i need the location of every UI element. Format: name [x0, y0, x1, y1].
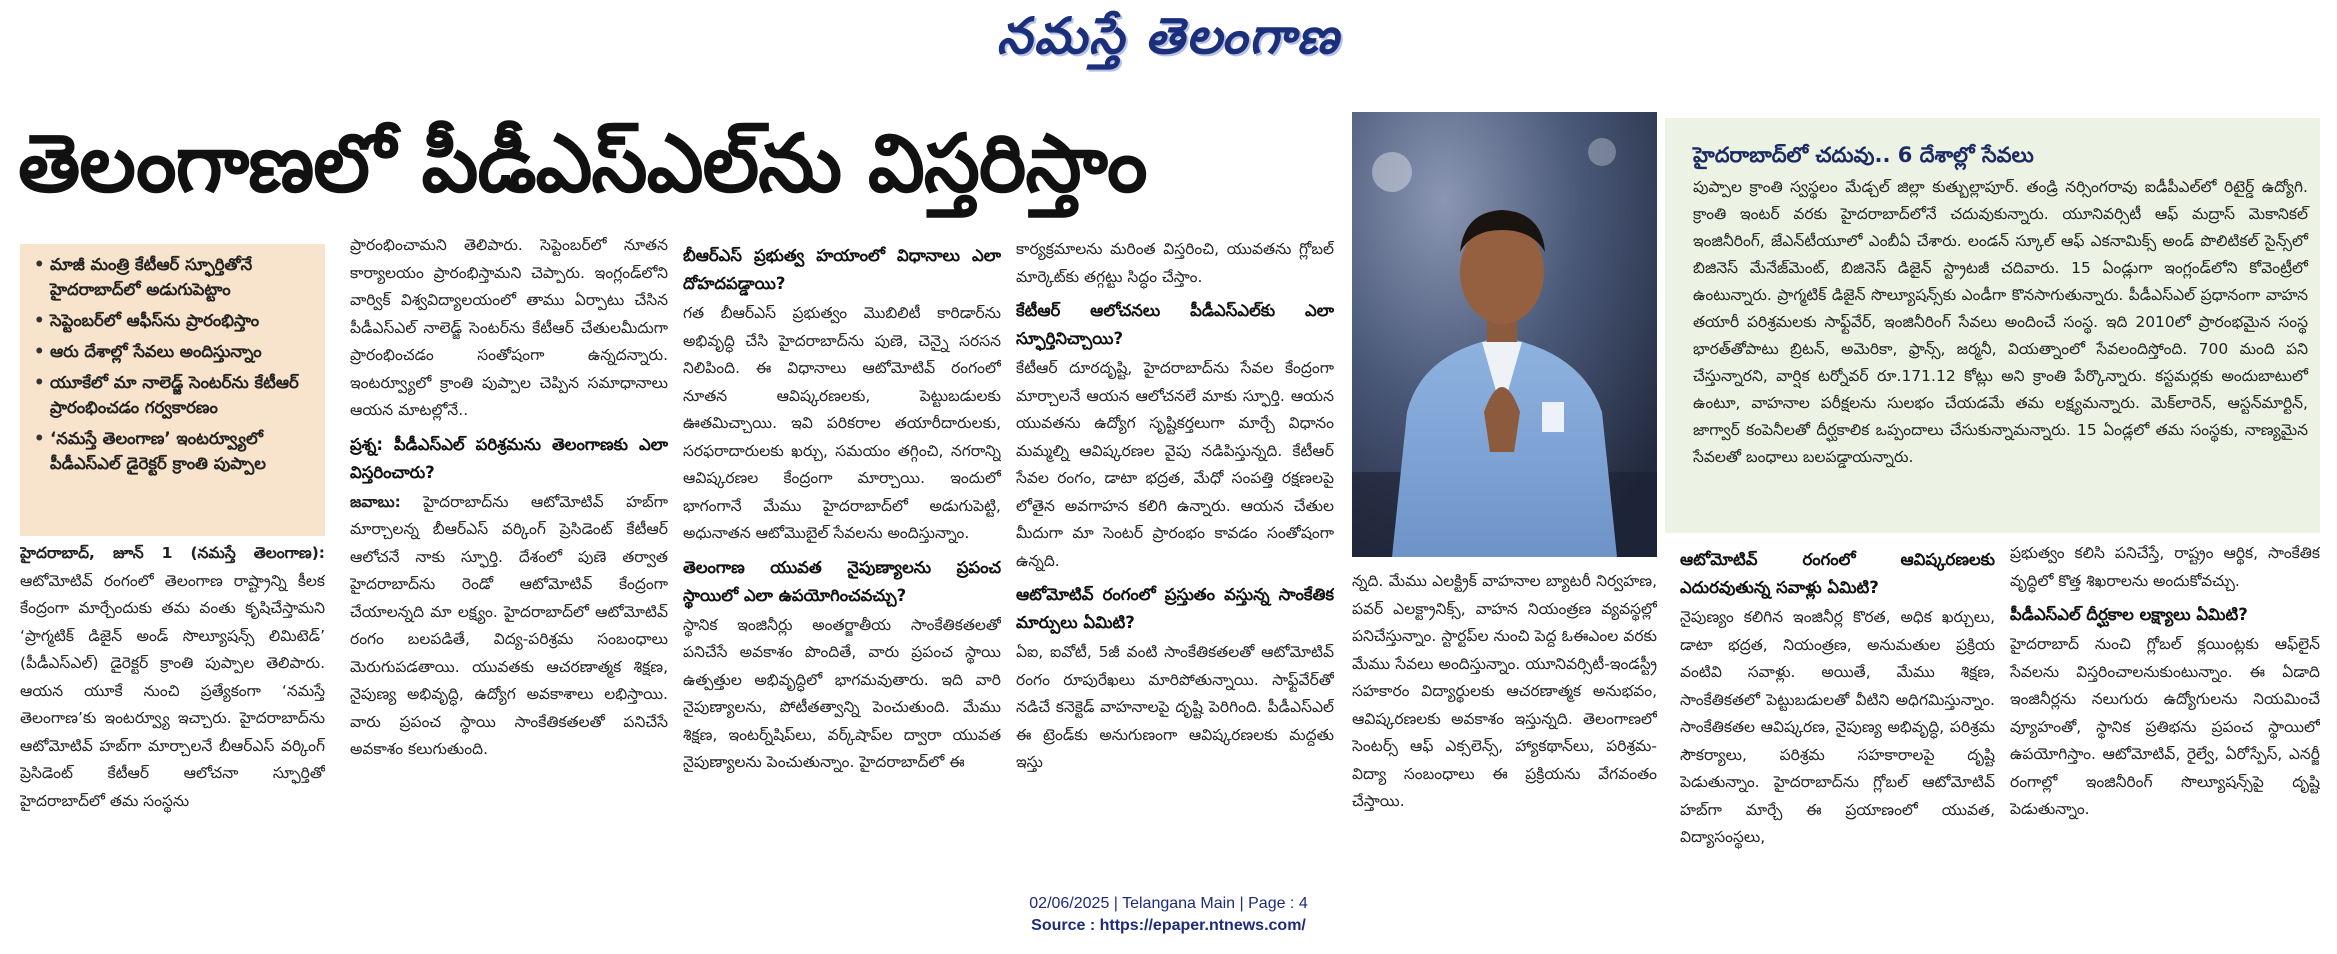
highlight-item: • యూకేలో మా నాలెడ్జ్ సెంటర్‌ను కేటీఆర్ ప్రారంభించడం గర్వకారణం: [34, 370, 317, 420]
column-text: ప్రభుత్వం కలిసి పనిచేస్తే, రాష్ట్రం ఆర్థిక, సాంకేతిక వృద్ధిలో కొత్త శిఖరాలను అందుకోవచ్చు.: [2010, 544, 2320, 590]
article-column-2: [350, 232, 668, 852]
dateline: హైదరాబాద్, జూన్ 1 (నమస్తే తెలంగాణ):: [20, 544, 325, 562]
portrait-photo: [1352, 112, 1657, 557]
question-heading: తెలంగాణ యువత నైపుణ్యాలను ప్రపంచ స్థాయిలో ఎలా ఉపయోగించవచ్చు?: [683, 557, 1001, 605]
column-text: ఏఐ, ఐవోటీ, 5జీ వంటి సాంకేతికతలతో ఆటోమోటివ్ రంగం రూపురేఖలు మారిపోతున్నాయి. సాఫ్ట్‌వేర్‌తో నడిచే కనెక్టెడ్ వాహనాలపై దృష్టి పెరిగింది. పీడీఎస్‌ఎల్ ఈ ట్రెండ్‌కు అనుగుణంగా ఆవిష్కరణలకు మద్దతు ఇస్తు: [1016, 643, 1334, 771]
highlight-item: • ‘నమస్తే తెలంగాణ’ ఇంటర్వ్యూలో పీడీఎస్‌ఎల్ డైరెక్టర్ క్రాంతి పుప్పాల: [34, 426, 317, 476]
footer: [0, 893, 2337, 937]
profile-sidebar: [1665, 118, 2320, 533]
edition-info: 02/06/2025 | Telangana Main | Page : 4: [1029, 895, 1308, 912]
masthead-logo: నమస్తే తెలంగాణ: [996, 6, 1341, 65]
question-heading: పీడీఎస్‌ఎల్ దీర్ఘకాల లక్ష్యాలు ఏమిటి?: [2010, 605, 2248, 624]
question-heading: బీఆర్‌ఎస్ ప్రభుత్వ హయాంలో విధానాలు ఎలా దోహదపడ్డాయి?: [683, 246, 1001, 293]
article-column-1: [20, 540, 325, 850]
column-text: గత బీఆర్‌ఎస్ ప్రభుత్వం మొబిలిటీ కారిడార్‌ను అభివృద్ధి చేసి హైదరాబాద్‌ను పుణె, చెన్నై సరసన నిలిపింది. ఈ విధానాలు ఆటోమోటివ్ రంగంలో నూతన ఆవిష్కరణలకు, పెట్టుబడులకు ఊతమిచ్చాయి. ఇవి పరికరాల తయారీదారులకు, సరఫరాదారులకు ఖర్చు, సమయం తగ్గించి, నగరాన్ని ఆవిష్కరణల కేంద్రంగా మార్చాయి. ఇందులో భాగంగానే మేము హైదరాబాద్‌లో అడుగుపెట్టి, అధునాతన ఆటోమొబైల్ సేవలను అందిస్తున్నాం.: [683, 304, 1001, 542]
column-text: కార్యక్రమాలను మరింత విస్తరించి, యువతను గ్లోబల్ మార్కెట్‌కు తగ్గట్టు సిద్ధం చేస్తాం.: [1016, 240, 1334, 286]
column-text: నైపుణ్యం కలిగిన ఇంజినీర్ల కొరత, అధిక ఖర్చులు, డాటా భద్రత, నియంత్రణ, అనుమతుల ప్రక్రియ వంటివి సవాళ్లు. అయితే, మేము శిక్షణ, సాంకేతికతలో పెట్టుబడులతో వీటిని అధిగమిస్తున్నాం. సాంకేతికతల ఆవిష్కరణ, నైపుణ్య అభివృద్ధి, పరిశ్రమ సౌకర్యాలు, పరిశ్రమ సహకారాలపై దృష్టి పెడుతున్నాం. హైదరాబాద్‌ను గ్లోబల్ ఆటోమోటివ్ హబ్‌గా మార్చే ఈ ప్రయాణంలో యువత, విద్యాసంస్థలు,: [1680, 608, 1995, 846]
column-text: ప్రారంభించామని తెలిపారు. సెప్టెంబర్‌లో నూతన కార్యాలయం ప్రారంభిస్తామని చెప్పారు. ఇంగ్లండ్‌లోని వార్విక్ విశ్వవిద్యాలయంలో తాము ఏర్పాటు చేసిన పీడీఎస్‌ఎల్ నాలెడ్జ్ సెంటర్‌ను కేటీఆర్ చేతులమీదుగా ప్రారంభించడం సంతోషంగా ఉన్నదన్నారు. ఇంటర్వ్యూలో క్రాంతి పుప్పాల చెప్పిన సమాధానాలు ఆయన మాటల్లోనే..: [350, 236, 668, 419]
highlight-item: • ఆరు దేశాల్లో సేవలు అందిస్తున్నాం: [34, 339, 317, 364]
column-text: హైదరాబాద్ నుంచి గ్లోబల్ క్లయింట్లకు ఆఫ్‌లైన్ సేవలను విస్తరించాలనుకుంటున్నాం. ఈ ఏడాది ఇంజినీర్లను నలుగురు ఉద్యోగులను నియమించే వ్యూహంతో, స్థానిక ప్రతిభను ప్రపంచ స్థాయిలో ఉపయోగిస్తాం. ఆటోమోటివ్, రైల్వే, ఏరోస్పేస్, ఎనర్జీ రంగాల్లో ఇంజినీరింగ్ సొల్యూషన్స్‌పై దృష్టి పెడుతున్నాం.: [2010, 635, 2320, 818]
question-heading: ఆటోమోటివ్ రంగంలో ప్రస్తుతం వస్తున్న సాంకేతిక మార్పులు ఏమిటి?: [1016, 585, 1334, 632]
article-column-3: [683, 236, 1001, 852]
question-heading: ప్రశ్న: పీడీఎస్‌ఎల్ పరిశ్రమను తెలంగాణకు ఎలా విస్తరించారు?: [350, 434, 668, 482]
source-link[interactable]: Source : https://epaper.ntnews.com/: [1031, 917, 1306, 934]
answer-label: జవాబు:: [350, 492, 401, 511]
column-text: ఆటోమోటివ్ రంగంలో తెలంగాణ రాష్ట్రాన్ని కీలక కేంద్రంగా మార్చేందుకు తమ వంతు కృషిచేస్తామని ‘ప్రాగ్మటిక్ డిజైన్ అండ్ సొల్యూషన్స్ లిమిటెడ్’ (పీడీఎస్‌ఎల్) డైరెక్టర్ క్రాంతి పుప్పాల తెలిపారు. ఆయన యూకే నుంచి ప్రత్యేకంగా ‘నమస్తే తెలంగాణ’కు ఇంటర్వ్యూ ఇచ్చారు. హైదరాబాద్‌ను ఆటోమోటివ్ హబ్‌గా మార్చాలనే బీఆర్‌ఎస్ వర్కింగ్ ప్రెసిడెంట్ కేటీఆర్ ఆలోచనా స్ఫూర్తితో హైదరాబాద్‌లో తమ సంస్థను: [20, 571, 325, 810]
portrait-illustration: [1352, 112, 1657, 557]
headline: తెలంగాణలో పీడీఎస్‌ఎల్‌ను విస్తరిస్తాం: [18, 117, 1147, 210]
article-column-5: [1352, 568, 1657, 852]
highlights-box: [20, 244, 325, 536]
article-column-4: [1016, 236, 1334, 852]
highlight-item: • మాజీ మంత్రి కేటీఆర్ స్ఫూర్తితోనే హైదరాబాద్‌లో అడుగుపెట్టాం: [34, 252, 317, 302]
column-text: న్నది. మేము ఎలక్ట్రిక్ వాహనాల బ్యాటరీ నిర్వహణ, పవర్ ఎలక్ట్రానిక్స్, వాహన నియంత్రణ వ్యవస్థల్లో పనిచేస్తున్నాం. స్టార్టప్‌ల నుంచి పెద్ద ఓఈఎంల వరకు మేము సేవలు అందిస్తున్నాం. యూనివర్సిటీ-ఇండస్ట్రీ సహకారం విద్యార్థులకు ఆచరణాత్మక అనుభవం, ఆవిష్కరణలకు అవకాశం ఇస్తున్నది. తెలంగాణలో సెంటర్స్ ఆఫ్ ఎక్సలెన్స్, హ్యాకథాన్‌లు, పరిశ్రమ-విద్యా సంబంధాలు ఈ ప్రక్రియను వేగవంతం చేస్తాయి.: [1352, 572, 1657, 810]
column-text: హైదరాబాద్‌ను ఆటోమోటివ్ హబ్‌గా మార్చాలన్న బీఆర్‌ఎస్ వర్కింగ్ ప్రెసిడెంట్ కేటీఆర్ ఆలోచనే నాకు స్ఫూర్తి. దేశంలో పుణె తర్వాత హైదరాబాద్‌ను రెండో ఆటోమోటివ్ కేంద్రంగా చేయాలన్నది మా లక్ష్యం. హైదరాబాద్‌లో ఆటోమోటివ్ రంగం బలపడితే, విద్య-పరిశ్రమ సంబంధాలు మెరుగుపడతాయి. యువతకు ఆచరణాత్మక శిక్షణ, నైపుణ్య అభివృద్ధి, ఉద్యోగ అవకాశాలు లభిస్తాయి. వారు ప్రపంచ స్థాయి సాంకేతికతలతో పనిచేసే అవకాశం కలుగుతుంది.: [350, 492, 668, 758]
highlight-item: • సెప్టెంబర్‌లో ఆఫీస్‌ను ప్రారంభిస్తాం: [34, 308, 317, 333]
article-column-6: [1680, 540, 1995, 852]
column-text: స్థానిక ఇంజినీర్లు అంతర్జాతీయ సాంకేతికతలతో పనిచేసే అవకాశం పొందితే, వారు ప్రపంచ స్థాయి ఉత్పత్తుల అభివృద్ధిలో భాగమవుతారు. ఇది వారి నైపుణ్యాలను, పోటీతత్వాన్ని పెంచుతుంది. మేము శిక్షణ, ఇంటర్న్‌షిప్‌లు, వర్క్‌షాప్‌ల ద్వారా యువత నైపుణ్యాలను పెంచుతున్నాం. హైదరాబాద్‌లో ఈ: [683, 615, 1001, 771]
sidebar-title: హైదరాబాద్‌లో చదువు.. 6 దేశాల్లో సేవలు: [1693, 143, 2034, 167]
question-heading: కేటీఆర్ ఆలోచనలు పీడీఎస్‌ఎల్‌కు ఎలా స్ఫూర్తినిచ్చాయి?: [1016, 301, 1334, 348]
column-text: కేటీఆర్ దూరదృష్టి, హైదరాబాద్‌ను సేవల కేంద్రంగా మార్చాలనే ఆయన ఆలోచనలే మాకు స్ఫూర్తి. ఆయన యువతను ఉద్యోగ సృష్టికర్తలుగా మార్చే విధానం మమ్మల్ని ఆవిష్కరణల వైపు నడిపిస్తున్నది. కేటీఆర్ సేవల రంగం, డాటా భద్రత, మేధో సంపత్తి రక్షణలపై లోతైన అవగాహన కలిగి ఉన్నారు. ఆయన చేతుల మీదుగా మా సెంటర్ ప్రారంభం కావడం సంతోషంగా ఉన్నది.: [1016, 359, 1334, 570]
sidebar-body: పుప్పాల క్రాంతి స్వస్థలం మేడ్చల్ జిల్లా కుత్బుల్లాపూర్. తండ్రి నర్సింగరావు ఐడీపీఎల్‌లో రిటైర్డ్ ఉద్యోగి. క్రాంతి ఇంటర్ వరకు హైదరాబాద్‌లోనే చదువుకున్నారు. యూనివర్సిటీ ఆఫ్ మద్రాస్ మెకానికల్ ఇంజినీరింగ్, జేఎన్‌టీయూలో ఎంబీఏ చేశారు. లండన్ స్కూల్ ఆఫ్ ఎకనామిక్స్ అండ్ పొలిటికల్ సైన్స్‌లో బిజినెస్ మేనేజ్‌మెంట్, బిజినెస్ డిజైన్ స్ట్రాటజీ చదివారు. 15 ఏండ్లుగా ఇంగ్లండ్‌లోని కోవెంట్రీలో ఉంటున్నారు. ప్రాగ్మటిక్ డిజైన్ సొల్యూషన్స్‌కు ఎండీగా కొనసాగుతున్నారు. పీడీఎస్‌ఎల్ ప్రధానంగా వాహన తయారీ పరిశ్రమలకు సాఫ్ట్‌వేర్, ఇంజినీరింగ్ సేవలు అందించే సంస్థ. ఇది 2010లో ప్రారంభమైన సంస్థ భారత్‌తోపాటు బ్రిటన్, అమెరికా, ఫ్రాన్స్, జర్మనీ, వియత్నాంలో సేవలందిస్తోంది. 700 మంది పని చేస్తున్నారని, వార్షిక టర్నోవర్ రూ.171.12 కోట్లు అని క్రాంతి పేర్కొన్నారు. కస్టమర్లకు అందుబాటులో ఉంటూ, వాహనాల పరీక్షలను సులభం చేయడమే తమ లక్ష్యమన్నారు. మెక్‌లారెన్, ఆస్టన్‌మార్టిన్, జాగ్వార్ కంపెనీలతో దీర్ఘకాలిక ఒప్పందాలు చేసుకున్నామన్నారు. 15 ఏండ్లలో తమ సంస్థకు, నాణ్యమైన సేవలతో బంధాలు బలపడ్డాయన్నారు.: [1693, 178, 2308, 466]
article-column-7: [2010, 540, 2320, 852]
question-heading: ఆటోమోటివ్ రంగంలో ఆవిష్కరణలకు ఎదురవుతున్న సవాళ్లు ఏమిటి?: [1680, 550, 1995, 597]
